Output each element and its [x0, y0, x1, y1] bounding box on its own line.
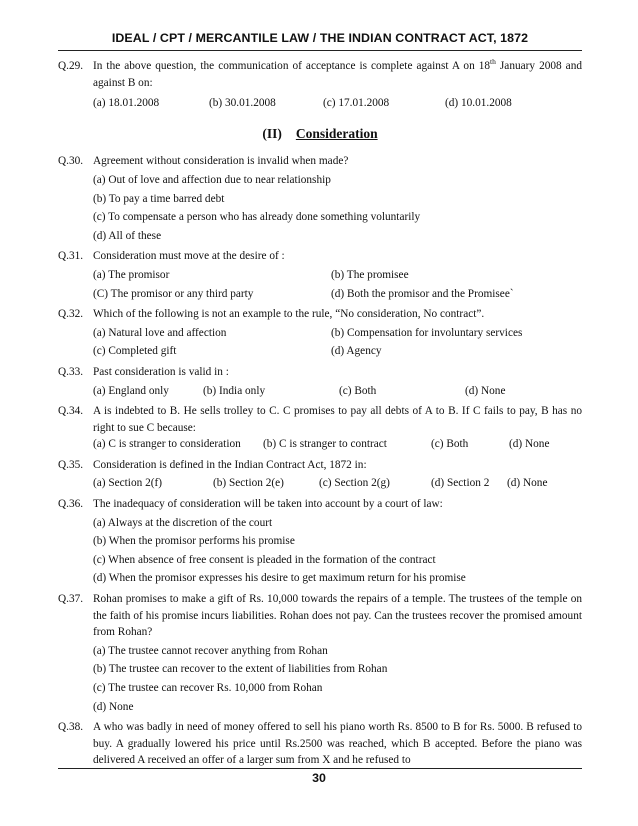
option-d: (d) None	[93, 700, 134, 713]
question-30	[58, 153, 582, 244]
question-33	[58, 364, 582, 399]
option-a: (a) The trustee cannot recover anything from Rohan	[93, 644, 328, 657]
page-number: 30	[312, 771, 326, 785]
footer-rule	[58, 768, 582, 769]
question-text: Which of the following is not an example to the rule, “No consideration, No contract”.	[93, 308, 485, 321]
options-row	[93, 95, 582, 112]
question-36	[58, 496, 582, 587]
option-c: (c) Completed gift	[93, 345, 177, 358]
option-d: (d) 10.01.2008	[445, 97, 512, 110]
option-a: (a) 18.01.2008	[93, 97, 160, 110]
option-c: (c) Section 2(g)	[319, 477, 390, 490]
option-c: (C) The promisor or any third party	[93, 287, 254, 300]
option-c: (c) Both	[339, 384, 377, 397]
superscript: th	[490, 57, 496, 67]
question-31	[58, 248, 582, 302]
question-text: Consideration must move at the desire of :	[93, 250, 285, 263]
section-title: Consideration	[295, 125, 378, 141]
option-c: (c) The trustee can recover Rs. 10,000 from Rohan	[93, 682, 323, 694]
question-text: The inadequacy of consideration will be taken into account by a court of law:	[93, 498, 443, 511]
option-a: (a) England only	[93, 384, 169, 397]
option-a: (a) Natural love and affection	[93, 326, 227, 339]
option-a: (a) The promisor	[93, 268, 170, 281]
question-35	[58, 457, 582, 492]
question-text	[93, 58, 582, 91]
question-text-part: In the above question, the communication of acceptance is complete against A on 18	[93, 60, 491, 72]
question-number: Q.33.	[58, 365, 84, 378]
option-b: (b) Section 2(e)	[213, 477, 284, 490]
question-34	[58, 403, 582, 453]
header-rule	[58, 50, 582, 51]
question-29	[58, 58, 582, 112]
option-c: (c) Both	[431, 438, 469, 451]
option-b: (b) To pay a time barred debt	[93, 192, 225, 205]
question-number: Q.32.	[58, 308, 84, 321]
option-b: (b) India only	[203, 384, 266, 397]
question-text: A who was badly in need of money offered to sell his piano worth Rs. 8500 to B for Rs. 5000. B refused to buy. A gradually lowered his price until Rs.2500 was reached, which B accepted. Before the piano was delivered A received an offer of a larger sum from X and he refused to	[93, 721, 582, 767]
option-d: (d) Both the promisor and the Promisee`	[331, 287, 514, 300]
option-d: (d) None	[465, 384, 506, 397]
question-number: Q.29.	[58, 60, 84, 72]
option-a: (a) C is stranger to consideration	[93, 438, 241, 451]
section-number: (II)	[262, 125, 282, 141]
option-a: (a) Always at the discretion of the court	[93, 516, 273, 529]
question-number: Q.31.	[58, 250, 84, 263]
question-text: A is indebted to B. He sells trolley to C. C promises to pay all debts of A to B. If C fails to pay, B has no right to sue C because:	[93, 405, 582, 434]
option-c: (c) When absence of free consent is pleaded in the formation of the contract	[93, 553, 436, 566]
option-d: (d) Section 2	[431, 477, 490, 490]
question-number: Q.34.	[58, 405, 84, 418]
question-number: Q.37.	[58, 593, 84, 606]
option-c: (c) To compensate a person who has already done something voluntarily	[93, 211, 421, 224]
question-text: Past consideration is valid in :	[93, 365, 229, 378]
question-text: Consideration is defined in the Indian Contract Act, 1872 in:	[93, 458, 367, 471]
question-38	[58, 719, 582, 769]
option-b: (b) The promisee	[331, 268, 409, 281]
question-number: Q.35.	[58, 458, 84, 471]
question-text: Rohan promises to make a gift of Rs. 10,000 towards the repairs of a temple. The trustees of the temple on the faith of his promise incurs liabilities. Rohan does not pay. Can the trustees recover the promised amount from Rohan?	[93, 593, 582, 639]
question-number: Q.36.	[58, 498, 84, 511]
option-d: (d) None	[509, 438, 550, 451]
option-a: (a) Out of love and affection due to near relationship	[93, 173, 331, 186]
question-text-part: January 2008 and against B on:	[93, 60, 582, 89]
question-32	[58, 306, 582, 360]
question-number: Q.38.	[58, 721, 84, 734]
option-b: (b) 30.01.2008	[209, 97, 276, 110]
option-d: (d) Agency	[331, 345, 382, 358]
page-header: IDEAL / CPT / MERCANTILE LAW / THE INDIAN CONTRACT ACT, 1872	[111, 31, 529, 45]
option-d: (d) When the promisor expresses his desire to get maximum return for his promise	[93, 572, 466, 585]
option-e: (d) None	[507, 477, 548, 490]
page-body	[58, 58, 582, 769]
section-heading	[58, 126, 582, 143]
option-d: (d) All of these	[93, 229, 162, 242]
option-b: (b) When the promisor performs his promise	[93, 535, 295, 548]
question-number: Q.30.	[58, 155, 84, 168]
option-b: (b) The trustee can recover to the extent of liabilities from Rohan	[93, 663, 388, 676]
option-a: (a) Section 2(f)	[93, 477, 163, 490]
question-37	[58, 591, 582, 715]
option-b: (b) C is stranger to contract	[263, 438, 387, 451]
option-c: (c) 17.01.2008	[323, 97, 390, 110]
option-b: (b) Compensation for involuntary services	[331, 326, 523, 339]
question-text: Agreement without consideration is invalid when made?	[93, 155, 349, 168]
